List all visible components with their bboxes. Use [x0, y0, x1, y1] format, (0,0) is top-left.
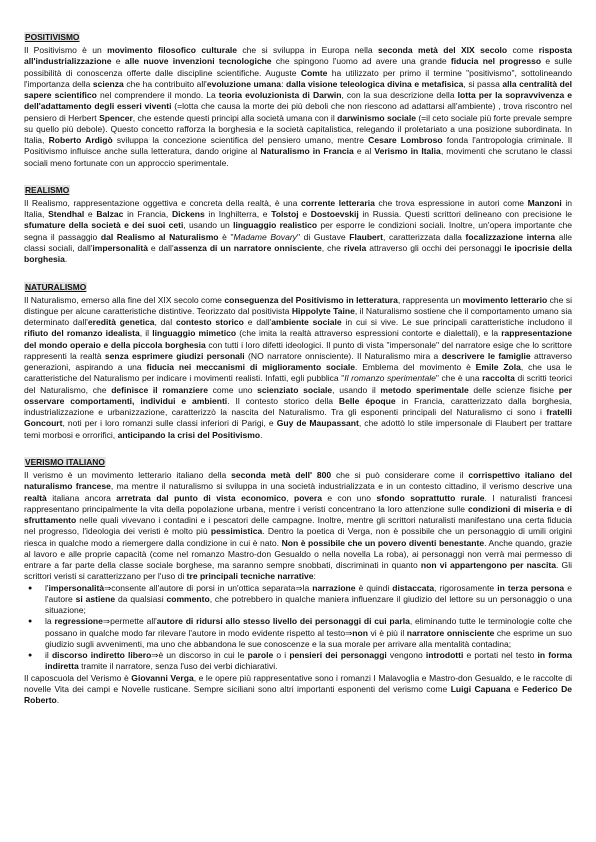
text-run: , che adottò lo stile impersonale di Flaubert per trattare temi morbosi e orrorifici,: [24, 418, 573, 440]
bold-run: Manzoni: [527, 197, 562, 208]
text-run: e: [553, 503, 565, 514]
text-run: e con uno: [322, 492, 377, 503]
text-run: e dall': [243, 317, 272, 328]
text-run: , noti per i loro romanzi sulle classi inferiori di Parigi, e: [62, 418, 277, 429]
text-run: , rappresenta un: [397, 294, 463, 305]
bold-run: definisce il romanziere: [111, 384, 208, 395]
text-run: è ": [218, 231, 234, 242]
bold-run: pessimistica: [210, 526, 263, 537]
text-run: come uno: [207, 384, 258, 395]
text-run: in Russia. Questi scrittori delineano con precisione le: [358, 209, 572, 220]
section-verismo: [24, 452, 572, 706]
bold-run: seconda metà del XIX secolo: [377, 45, 508, 55]
bold-run: narrazione: [312, 582, 356, 593]
bold-run: Stendhal: [48, 209, 85, 220]
bold-run: raccolta: [482, 373, 515, 384]
bold-run: Balzac: [96, 209, 124, 220]
text-run: , si passa: [463, 78, 503, 89]
bold-run: narratore onnisciente: [406, 627, 495, 638]
section-paragraph: [24, 295, 572, 441]
text-run: vi è più il: [367, 627, 407, 638]
bold-run: Luigi Capuana: [450, 683, 511, 694]
bold-run: introdotti: [425, 650, 464, 661]
text-run: tramite il narratore, senza l'uso dei verbi dichiarativi.: [78, 661, 278, 672]
text-run: come: [507, 45, 539, 55]
bold-run: dal Realismo al Naturalismo: [100, 231, 219, 242]
text-run: e dall': [147, 242, 174, 253]
text-run: . Gli scrittori veristi si caratterizzano per l'uso di: [24, 560, 572, 582]
text-run: l': [45, 582, 49, 593]
text-run: , il Naturalismo sostiene che il comportamento umano sia determinato dall': [24, 305, 572, 328]
bold-run: Guy de Maupassant: [276, 418, 359, 429]
bold-run: Spencer: [99, 112, 133, 123]
bold-run: scienziato sociale: [257, 384, 333, 395]
bold-run: fratelli Goncourt: [24, 407, 572, 429]
bold-run: darwinismo sociale: [337, 112, 416, 123]
text-run: , che estende questi principi alla società umana con il: [132, 112, 338, 123]
bold-run: corrente letteraria: [300, 197, 375, 208]
bold-run: alle nuove invenzioni tecnologiche: [124, 56, 272, 67]
text-run: (NO narratore onnisciente). Il Naturalismo mira a: [244, 350, 442, 361]
bold-run: impersonalità: [48, 582, 105, 593]
text-run: , dal: [154, 317, 176, 328]
text-run: ,: [286, 492, 294, 503]
bold-run: alla centralità del sapere scientifico: [24, 78, 573, 100]
text-run: nelle quali vivevano i contadini e i pescatori delle campagne. Inoltre, mentre gli scrittori naturalisti manifestano una certa fiducia nel progresso, l'ideologia dei veristi è molto più: [24, 515, 572, 537]
bold-run: teoria evoluzionista di Darwin: [218, 90, 342, 100]
bold-run: condizioni di miseria: [468, 503, 554, 514]
text-run: " di Gustave: [296, 231, 350, 242]
bold-run: Emile Zola: [475, 362, 521, 373]
bold-run: seconda metà dell' 800: [231, 470, 332, 481]
bold-run: contesto storico: [175, 317, 244, 328]
bold-run: rappresentazione del mondo operaio e della piccola borghesia: [24, 328, 572, 350]
bold-run: in forma indiretta: [45, 650, 572, 672]
text-run: (=il ceto sociale più forte prevale sempre su quello più debole). Questo concetto rafforza la borghesia e la società capitalistica, relegando il proletariato a una posizione subordinata. In Italia,: [24, 112, 573, 145]
bold-run: sfondo soprattutto rurale: [376, 492, 485, 503]
text-run: che trova espressione in autori come: [374, 197, 528, 208]
bold-run: metodo sperimentale: [380, 384, 469, 395]
text-run: e: [510, 683, 523, 694]
bold-run: discorso indiretto libero: [51, 650, 152, 661]
text-run: . Anche quando, grazie al lavoro e alle proprie capacità (come nel romanzo Mastro-don Gesualdo o nella novella La roba), ai personaggi non verrà mai permesso di entrare a far parte della classe sociale borghese, ma saranno sempre snobbati, discriminati in quanto: [24, 537, 573, 571]
bold-run: rivela: [343, 242, 367, 253]
bold-run: le ipocrisie della borghesia: [24, 242, 572, 265]
text-run: Il verismo è un movimento letterario italiano della: [24, 470, 232, 481]
bold-run: regressione: [54, 616, 103, 627]
closing-paragraph: [24, 673, 572, 707]
bold-run: conseguenza del Positivismo in letteratura: [224, 294, 398, 305]
list-item: [24, 650, 572, 673]
bold-run: distaccata: [392, 582, 435, 593]
bold-run: Hippolyte Taine: [291, 305, 355, 316]
text-run: , il: [139, 328, 153, 339]
bold-run: Comte: [300, 67, 328, 78]
bold-run: corrispettivo italiano del naturalismo francese: [24, 470, 572, 492]
bold-run: Tolstoj: [271, 209, 299, 220]
text-run: in Italia,: [24, 197, 572, 220]
text-run: che si sviluppa in Europa nella: [237, 45, 378, 55]
text-run: , rigorosamente: [434, 582, 498, 593]
bold-run: non vi appartengono per nascita: [420, 560, 557, 571]
text-run: Il Realismo, rappresentazione oggettiva e concreta della realtà, è una: [24, 197, 301, 208]
text-run: , con la sua descrizione della: [341, 90, 458, 100]
bold-run: arretrata dal punto di vista economico: [116, 492, 287, 503]
bold-run: povera: [293, 492, 322, 503]
bold-run: scienza: [92, 78, 124, 89]
text-run: fonda l'antropologia criminale. Il Positivismo influisce anche sulla letteratura, dando origine al: [24, 135, 572, 157]
list-item: [24, 583, 572, 617]
section-naturalismo: [24, 277, 572, 441]
bold-run: fiducia nei meccanismi di miglioramento sociale: [146, 362, 356, 373]
text-run: in cui si vive. Le sue principali caratteristiche includono il: [341, 317, 572, 328]
text-run: sviluppa la concezione scientifica del pensiero umano, mentre: [112, 135, 369, 145]
bold-run: movimento filosofico culturale: [107, 45, 237, 55]
bold-run: evoluzione umana: [206, 78, 282, 89]
bold-run: per osservare comportamenti, individui e ambienti: [24, 384, 572, 406]
text-run: , e le opere più rappresentative sono i romanzi I Malavoglia e Mastro-don Gesualdo, e le raccolte di novelle Vita dei campi e Novelle rusticane. Sempre siciliani sono altri importanti esponenti del verismo come: [24, 672, 572, 694]
bold-run: di sfruttamento: [24, 503, 573, 526]
text-run: alle classi sociali, dall': [24, 231, 572, 253]
text-run: attraverso gli occhi dei personaggi: [366, 242, 505, 253]
text-run: :: [281, 78, 286, 89]
text-run: in Francia, caratterizzato dalla borghesia, industrializzazione e urbanizzazione, caratterizzò la nascita del Naturalismo. Tra gli esponenti principali del Naturalismo ci sono i: [24, 395, 572, 418]
text-run: attraverso generazioni, aspirando a una: [24, 350, 572, 373]
text-run: nel comprendere il mondo. La: [96, 90, 219, 100]
text-run: Il caposcuola del Verismo è: [24, 672, 132, 683]
bold-run: realtà: [24, 492, 47, 503]
text-run: che spingono l'uomo ad avere una grande: [271, 56, 451, 67]
section-paragraph: [24, 470, 572, 583]
bold-run: eredità genetica: [87, 317, 155, 328]
bold-run: si astiene: [75, 593, 116, 604]
italic-run: Il romanzo sperimentale: [344, 373, 436, 384]
bold-run: assenza di un narratore onnisciente: [173, 242, 322, 253]
text-run: " che è una: [435, 373, 483, 384]
text-run: o i: [273, 650, 290, 661]
text-run: italiana ancora: [46, 492, 117, 503]
section-positivismo: [24, 27, 572, 169]
bold-run: tre principali tecniche narrative: [186, 571, 314, 582]
bold-run: Flaubert: [349, 231, 383, 242]
bold-run: Non è possibile che un povero diventi benestante: [281, 537, 485, 548]
bold-run: fiducia nel progresso: [450, 56, 542, 67]
bold-run: Dickens: [171, 209, 205, 220]
bold-run: Federico De Roberto: [24, 683, 572, 706]
text-run: ⇒consente all'autore di porsi in un'ottica separata⇒la: [104, 582, 313, 593]
bold-run: lotta per la sopravvivenza e dell'adattamento degli esseri viventi: [24, 90, 572, 112]
bold-run: movimento letterario: [462, 294, 548, 305]
text-run: . I naturalisti francesi rappresentano principalmente la vita della popolazione urbana, mentre i veristi concentrano la loro attenzione sulle: [24, 492, 572, 514]
section-paragraph: [24, 198, 572, 266]
text-run: ⇒permette all': [102, 616, 157, 627]
bold-run: commento: [166, 593, 210, 604]
text-run: delle scienze fisiche: [468, 384, 559, 395]
text-run: (=lotta che causa la morte dei più deboli che non riescono ad adattarsi all'ambiente) , trova riscontro nel pensiero di Herbert: [24, 101, 572, 123]
text-run: Il Naturalismo, emerso alla fine del XIX secolo come: [24, 294, 225, 305]
bold-run: linguaggio realistico: [233, 220, 318, 231]
text-run: con tutti i loro difetti ideologici. Il punto di vista "impersonale" del narratore esige che lo scrittore rappresenti la realtà: [24, 339, 572, 361]
text-run: , caratterizzata dalla: [382, 231, 466, 242]
bold-run: non: [352, 627, 368, 638]
bold-run: Naturalismo in Francia: [260, 146, 354, 157]
bold-run: impersonalità: [92, 242, 148, 253]
bold-run: Dostoevskij: [310, 209, 359, 220]
text-run: , ma mentre il naturalismo si sviluppa in una società industrializzata e in un contesto cittadino, il verismo descrive una: [110, 481, 572, 492]
text-run: . Emblema del movimento è: [355, 362, 476, 373]
text-run: che si può considerare come il: [331, 470, 469, 481]
text-run: Il Positivismo è un: [24, 45, 108, 55]
text-run: , usando il: [332, 384, 381, 395]
text-run: e portati nel testo: [463, 650, 538, 661]
section-heading: REALISMO: [25, 184, 70, 195]
list-item: [24, 616, 572, 650]
bold-run: in terza persona: [497, 582, 565, 593]
bold-run: Roberto Ardigò: [48, 135, 113, 145]
bold-run: senza esprimere giudizi personali: [104, 350, 245, 361]
text-run: , eliminando tutte le terminologie colte che possano in qualche modo far rilevare l'autore in modo evidente rispetto al testo⇒: [45, 616, 573, 638]
text-run: e: [84, 209, 97, 220]
bold-run: pensieri dei personaggi: [289, 650, 387, 661]
bold-run: Cesare Lombroso: [368, 135, 443, 145]
bold-run: dalla visione teleologica divina e metafisica: [285, 78, 464, 89]
section-heading: POSITIVISMO: [25, 32, 80, 42]
section-realismo: [24, 180, 572, 266]
text-run: che esprime un suo giudizio sugli avvenimenti, ma uno che abbandona le sue conoscenze e la sua morale per arrivare alla mentalità contadina;: [45, 627, 572, 649]
techniques-list: [24, 583, 572, 673]
text-run: e l'autore: [45, 582, 572, 604]
bold-run: sfumature della società e dei suoi ceti: [24, 220, 184, 231]
section-heading: NATURALISMO: [25, 281, 87, 292]
text-run: .: [64, 254, 68, 265]
text-run: il: [45, 650, 52, 661]
bold-run: linguaggio mimetico: [152, 328, 237, 339]
text-run: per esporre le condizioni sociali. Inoltre, un'opera importante che segna il passaggio: [24, 220, 573, 242]
text-run: .: [260, 429, 263, 440]
text-run: di scritti teorici del Naturalismo, che: [24, 373, 572, 395]
text-run: , che usa le caratteristiche del Naturalismo per indicare i movimenti realisti. Infatti, egli pubblica ": [24, 362, 573, 384]
text-run: è quindi: [355, 582, 393, 593]
text-run: e: [298, 209, 311, 220]
text-run: e: [111, 56, 125, 67]
bold-run: risposta all'industrializzazione: [24, 45, 572, 67]
text-run: , che potrebbero in qualche maniera influenzare il giudizio del lettore su un personaggio o una situazione;: [45, 593, 572, 616]
text-run: , che: [321, 242, 344, 253]
text-run: (che imita la realtà attraverso espressioni contorte e dialettali), e la: [236, 328, 502, 339]
section-heading: VERISMO ITALIANO: [25, 457, 105, 468]
text-run: ⇒è un discorso in cui le: [151, 650, 248, 661]
bold-run: descrivere le famiglie: [441, 350, 531, 361]
text-run: vengono: [386, 650, 426, 661]
bold-run: ambiente sociale: [271, 317, 342, 328]
bold-run: parole: [247, 650, 274, 661]
text-run: :: [313, 571, 316, 582]
text-run: la: [45, 616, 55, 627]
text-run: . Il contesto storico della: [227, 395, 339, 406]
text-run: che ha contribuito all': [123, 78, 207, 89]
bold-run: focalizzazione interna: [465, 231, 556, 242]
text-run: . Dentro la poetica di Verga, non è possibile che un personaggio di umili origini riesca in qualche modo a riemergere dalla condizione in cui è nato.: [24, 526, 572, 548]
text-run: e sulle possibilità di conoscenza offerte dalle discipline scientifiche. Auguste: [24, 56, 572, 78]
text-run: .: [56, 695, 60, 706]
italic-run: Madame Bovary: [233, 231, 297, 242]
bold-run: Verismo in Italia: [374, 146, 441, 157]
text-run: , movimenti che scrutano le classi sociali meno fortunate con un approccio sperimentale.: [24, 146, 572, 168]
text-run: ha utilizzato per primo il termine "positivismo", sottolineando l'importanza della: [24, 67, 572, 89]
bold-run: Belle époque: [338, 395, 396, 406]
text-run: che si distingue per alcune caratteristiche distintive. Teorizzato dal positivista: [24, 294, 573, 316]
section-paragraph: [24, 45, 572, 169]
bold-run: Giovanni Verga: [131, 672, 194, 683]
text-run: e al: [353, 146, 375, 157]
text-run: in Francia,: [123, 209, 172, 220]
bold-run: autore di ridursi allo stesso livello dei personaggi di cui parla: [156, 616, 410, 627]
text-run: , usando un: [183, 220, 234, 231]
text-run: da qualsiasi: [115, 593, 167, 604]
bold-run: rifiuto del romanzo idealista: [24, 328, 140, 339]
bold-run: anticipando la crisi del Positivismo: [117, 429, 261, 440]
text-run: in Inghilterra, e: [204, 209, 272, 220]
